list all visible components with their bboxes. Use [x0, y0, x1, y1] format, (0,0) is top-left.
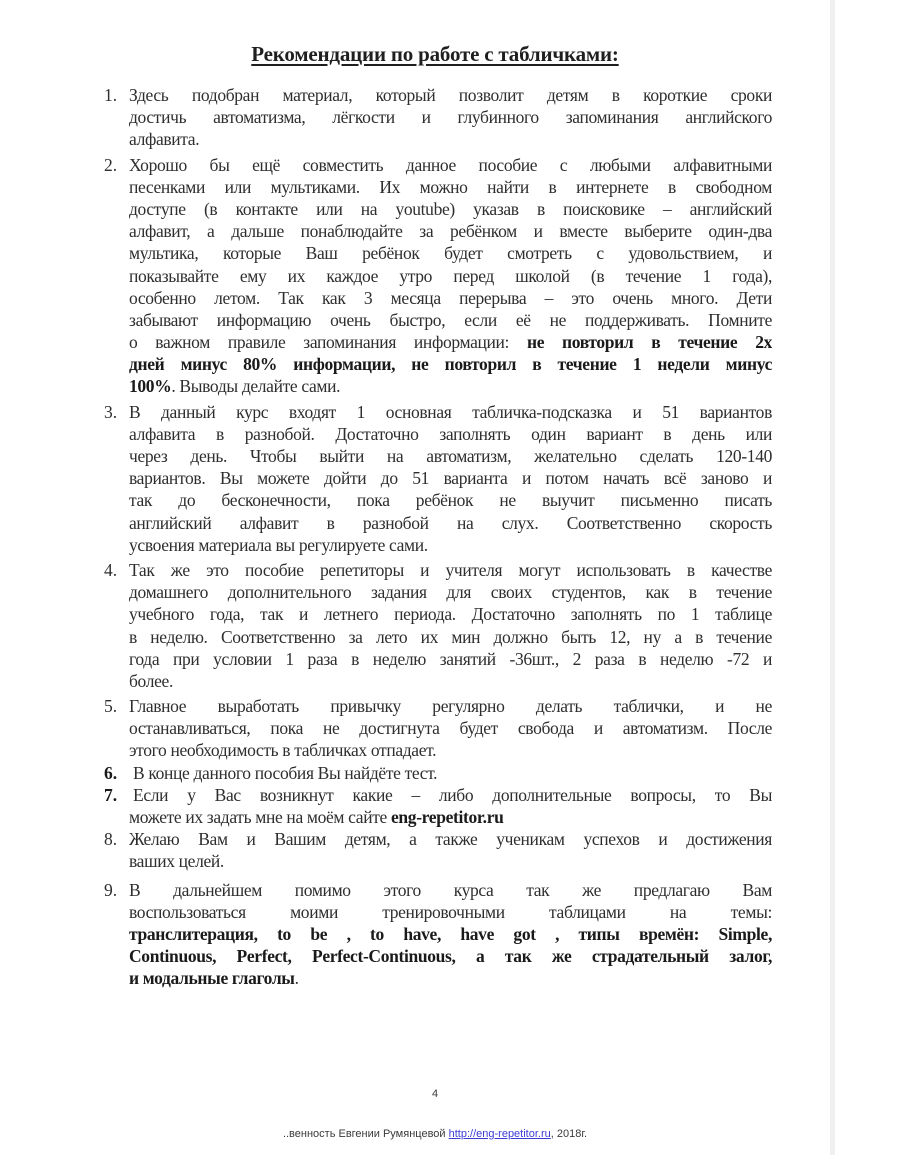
- item-line: так до бесконечности, пока ребёнок не выучит письменно писать: [129, 490, 772, 511]
- list-item-8: [104, 828, 772, 872]
- item-line: домашнего дополнительного задания для своих студентов, как в течение: [129, 582, 772, 603]
- list-item-5: [104, 695, 772, 762]
- footer-copyright: [0, 1128, 870, 1140]
- item-line-mixed: [129, 967, 772, 989]
- page-edge-divider: [830, 0, 835, 1155]
- item-line: усвоения материала вы регулируете сами.: [129, 534, 428, 555]
- item-number: 9.: [104, 879, 118, 900]
- item-line: Так же это пособие репетиторы и учителя могут использовать в качестве: [129, 559, 772, 580]
- item-line: этого необходимость в табличках отпадает.: [129, 740, 437, 761]
- list-item-6: [104, 762, 772, 784]
- item-line: через день. Чтобы выйти на автоматизм, желательно сделать 120-140: [129, 446, 772, 466]
- item-line-mixed: [129, 806, 772, 828]
- item-line: В данный курс входят 1 основная табличка-подсказка и 51 вариантов: [129, 401, 772, 422]
- item-number: 3.: [104, 401, 118, 422]
- item-line: особенно летом. Так как 3 месяца перерыва – это очень много. Дети: [129, 287, 772, 308]
- item-line: воспользоваться моими тренировочными таблицами на темы:: [129, 901, 772, 922]
- item-bold-text: и модальные глаголы: [129, 968, 295, 989]
- item-line: английский алфавит в разнобой на слух. Соответственно скорость: [129, 512, 772, 533]
- item-number: 1.: [104, 85, 118, 105]
- item-bold-line: дней минус 80% информации, не повторил в течение 1 недели минус: [129, 354, 772, 375]
- item-line: в неделю. Соответственно за лето их мин должно быть 12, ну а в течение: [129, 626, 772, 647]
- list-item-4: [104, 559, 772, 692]
- item-number: 2.: [104, 154, 118, 175]
- item-line: алфавита в разнобой. Достаточно заполнять один вариант в день или: [129, 423, 772, 444]
- item-line: алфавит, а дальше понаблюдайте за ребёнком и вместе выберите один-два: [129, 221, 772, 242]
- item-line: мультика, которые Ваш ребёнок будет смотреть с удовольствием, и: [129, 243, 772, 264]
- item-line: Главное выработать привычку регулярно делать таблички, и не: [129, 696, 772, 717]
- page-number: 4: [431, 1088, 439, 1100]
- list-item-1: [104, 84, 772, 151]
- item-bold-text: не повторил в течение 2х: [526, 332, 772, 353]
- item-line: Здесь подобран материал, который позволит детям в короткие сроки: [129, 85, 772, 105]
- website-link-text: eng-repetitor.ru: [391, 807, 504, 827]
- footer-year: , 2018г.: [550, 1128, 588, 1140]
- item-bold-text: 100%: [129, 376, 172, 397]
- item-line: алфавита.: [129, 129, 200, 150]
- item-line: песенками или мультиками. Их можно найти в интернете в свободном: [129, 176, 772, 197]
- item-number: 8.: [104, 829, 118, 850]
- item-text: о важном правиле запоминания информации:: [129, 332, 510, 353]
- item-line-mixed: [129, 375, 772, 397]
- item-line: забывают информацию очень быстро, если её не поддерживать. Помните: [129, 309, 772, 330]
- item-line: показывайте ему их каждое утро перед школой (в течение 1 года),: [129, 265, 772, 286]
- item-line: Желаю Вам и Вашим детям, а также ученикам успехов и достижения: [129, 829, 772, 850]
- item-bold-line: транслитерация, to be , to have, have got , типы времён: Simple,: [129, 923, 772, 944]
- list-item-3: [104, 401, 772, 556]
- item-line: ваших целей.: [129, 851, 224, 872]
- item-line: доступе (в контакте или на youtube) указав в поисковике – английский: [129, 198, 772, 219]
- item-text: . Выводы делайте сами.: [171, 376, 341, 397]
- footer-link[interactable]: http://eng-repetitor.ru: [448, 1128, 551, 1140]
- item-line: Если у Вас возникнут какие – либо дополнительные вопросы, то Вы: [133, 784, 772, 805]
- item-line: учебного года, так и летнего периода. Достаточно заполнять по 1 таблице: [129, 604, 772, 625]
- list-item-7: [104, 784, 772, 828]
- item-line: более.: [129, 670, 173, 691]
- item-text: .: [294, 968, 299, 989]
- item-line: вариантов. Вы можете дойти до 51 варианта и потом начать всё заново и: [129, 468, 772, 489]
- footer-text: ..венность Евгении Румянцевой: [282, 1128, 446, 1140]
- item-text: можете их задать мне на моём сайте: [129, 807, 387, 827]
- item-line: года при условии 1 раза в неделю занятий -36шт., 2 раза в неделю -72 и: [129, 648, 772, 669]
- recommendations-list: [104, 84, 772, 990]
- item-number: 4.: [104, 559, 118, 580]
- item-line: Хорошо бы ещё совместить данное пособие с любыми алфавитными: [129, 154, 772, 175]
- item-number: 5.: [104, 696, 118, 717]
- item-bold-line: Continuous, Perfect, Perfect-Continuous, а так же страдательный залог,: [129, 946, 772, 967]
- item-line-mixed: [129, 331, 772, 353]
- item-number: 7.: [104, 784, 118, 805]
- item-number: 6.: [104, 762, 118, 783]
- page-title: Рекомендации по работе с табличками:: [251, 42, 619, 66]
- item-line: достичь автоматизма, лёгкости и глубинного запоминания английского: [129, 107, 772, 128]
- item-line: В конце данного пособия Вы найдёте тест.: [133, 762, 438, 783]
- list-item-9: [104, 879, 772, 990]
- list-item-2: [104, 154, 772, 398]
- item-line: останавливаться, пока не достигнута будет свобода и автоматизм. После: [129, 718, 772, 739]
- item-line: В дальнейшем помимо этого курса так же предлагаю Вам: [129, 879, 772, 900]
